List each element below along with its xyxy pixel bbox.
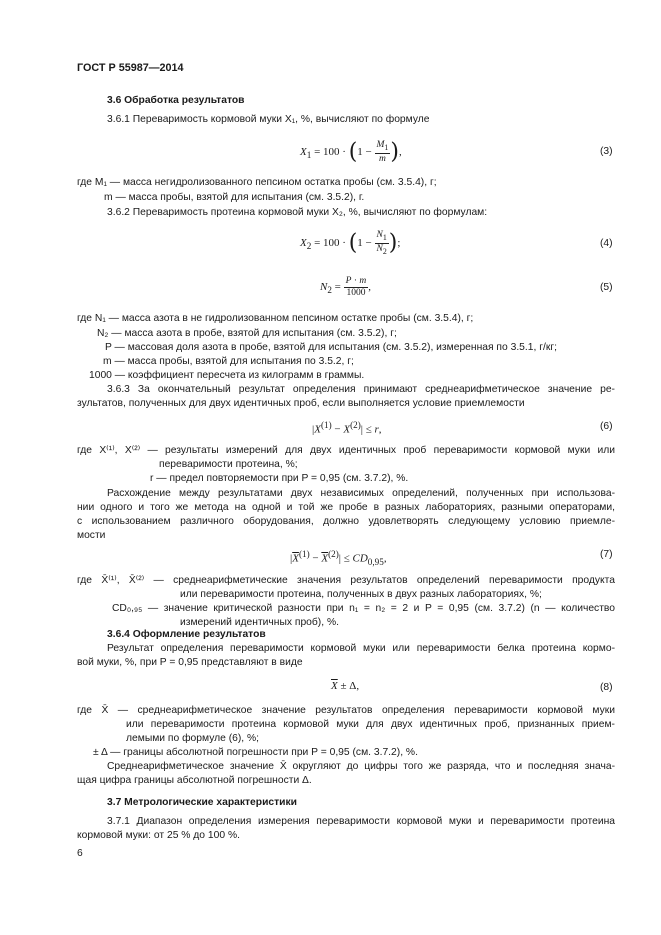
where-xbar-result-line2: или переваримости протеина кормовой муки для двух идентичных проб, признанных прием- [126, 719, 615, 730]
paragraph-3-6-2: 3.6.2 Переваримость протеина кормовой муки X₂, %, вычисляют по формулам: [107, 207, 488, 218]
formula-8: $\overline{X} \pm \Delta$, [331, 680, 360, 692]
paragraph-3-7-1-line1: 3.7.1 Диапазон определения измерения переваримости кормовой муки и переваримости протеина [107, 816, 615, 827]
where-x1-x2-line2: переваримости протеина, %; [159, 459, 298, 470]
paragraph-3-7-1-line2: кормовой муки: от 25 % до 100 %. [77, 830, 240, 841]
formula-4: $X_2 = 100 \cdot (1$ − $\frac{N_1}{N_2}$ ); [300, 230, 401, 256]
paragraph-3-6-1: 3.6.1 Переваримость кормовой муки X₁, %, вычисляют по формуле [107, 114, 430, 125]
paragraph-divergence-line2: нии одного и того же метода на одной и той же пробе в разных лабораториях, разными операторами, [77, 502, 615, 513]
where-cd-line1: CD₀,₉₅ — значение критической разности при n₁ = n₂ = 2 и P = 0,95 (см. 3.7.2) (n — количество [112, 603, 615, 614]
formula-8-number: (8) [600, 682, 613, 693]
where-r: r — предел повторяемости при P = 0,95 (см. 3.7.2), %. [150, 473, 409, 484]
paragraph-3-6-4-line2: вой муки, %, при P = 0,95 представляют в виде [77, 657, 303, 668]
document-header: ГОСТ Р 55987—2014 [77, 62, 184, 74]
formula-6-number: (6) [600, 421, 613, 432]
formula-3-number: (3) [600, 146, 613, 157]
paragraph-3-6-3-line2: зультатов, полученных для двух идентичных проб, если выполняется условие приемлемости [77, 398, 525, 409]
where-xbar-result-line3: лемыми по формуле (6), %; [126, 733, 260, 744]
where-xbar-line1: где X̄⁽¹⁾, X̄⁽²⁾ — среднеарифметические значения результатов определений переваримости продукта [77, 575, 615, 586]
section-3-6-title: 3.6 Обработка результатов [107, 95, 245, 106]
where-xbar-line2: или переваримости протеина, полученных в двух разных лабораториях, %; [180, 589, 542, 600]
where-m-2: m — масса пробы, взятой для испытания по 3.5.2, г; [103, 356, 354, 367]
formula-7-number: (7) [600, 549, 613, 560]
where-m1: где M₁ — масса негидролизованного пепсином остатка пробы (см. 3.5.4), г; [77, 177, 437, 188]
where-p: P — массовая доля азота в пробе, взятой для испытания (см. 3.5.2), измеренная по 3.5.1, г/кг; [105, 342, 557, 353]
paragraph-divergence-line3: с использованием различного оборудования, должно удовлетворять следующему условию приемле- [77, 516, 615, 527]
paragraph-rounding-line2: щая цифра границы абсолютной погрешности Δ. [77, 775, 312, 786]
where-delta: ± Δ — границы абсолютной погрешности при P = 0,95 (см. 3.7.2), %. [93, 747, 418, 758]
paragraph-divergence-line1: Расхождение между результатами двух независимых определений, полученных при использова- [107, 488, 615, 499]
formula-3: $X_1 = 100 \cdot (1$ − $\frac{M_1}{m}$ ), [300, 139, 402, 165]
where-cd-line2: измерений идентичных проб), %. [180, 617, 339, 628]
where-n2: N₂ — масса азота в пробе, взятой для испытания (см. 3.5.2), г; [97, 328, 397, 339]
formula-5: $N_2$ = $\frac{P \cdot m}{1000}$ , [320, 275, 371, 298]
where-n1: где N₁ — масса азота в не гидролизованном пепсином остатке пробы (см. 3.5.4), г; [77, 313, 474, 324]
paragraph-rounding-line1: Среднеарифметическое значение X̄ округляют до цифры того же разряда, что и последняя знача- [107, 761, 615, 772]
where-xbar-result-line1: где X̄ — среднеарифметическое значение результатов определения переваримости кормовой муки [77, 705, 615, 716]
formula-6: $|X^{(1)} - X^{(2)}| \le r$, [312, 420, 382, 436]
page-number: 6 [77, 848, 83, 859]
paragraph-3-6-3-line1: 3.6.3 За окончательный результат определения принимают среднеарифметическое значение ре- [107, 384, 615, 395]
formula-7: $|\overline{X}^{(1)} - \overline{X}^{(2)}| \le CD_{0,95}$, [290, 549, 387, 567]
paragraph-divergence-line4: мости [77, 530, 106, 541]
formula-4-number: (4) [600, 238, 613, 249]
where-1000: 1000 — коэффициент пересчета из килограмм в граммы. [89, 370, 365, 381]
section-3-7-title: 3.7 Метрологические характеристики [107, 797, 297, 808]
section-3-6-4-title: 3.6.4 Оформление результатов [107, 629, 266, 640]
where-m: m — масса пробы, взятой для испытания (см. 3.5.2), г. [104, 192, 365, 203]
formula-5-number: (5) [600, 282, 613, 293]
where-x1-x2-line1: где X⁽¹⁾, X⁽²⁾ — результаты измерений для двух идентичных проб переваримости кормовой муки или [77, 445, 615, 456]
paragraph-3-6-4-line1: Результат определения переваримости кормовой муки или переваримости белка протеина кормо- [107, 643, 615, 654]
